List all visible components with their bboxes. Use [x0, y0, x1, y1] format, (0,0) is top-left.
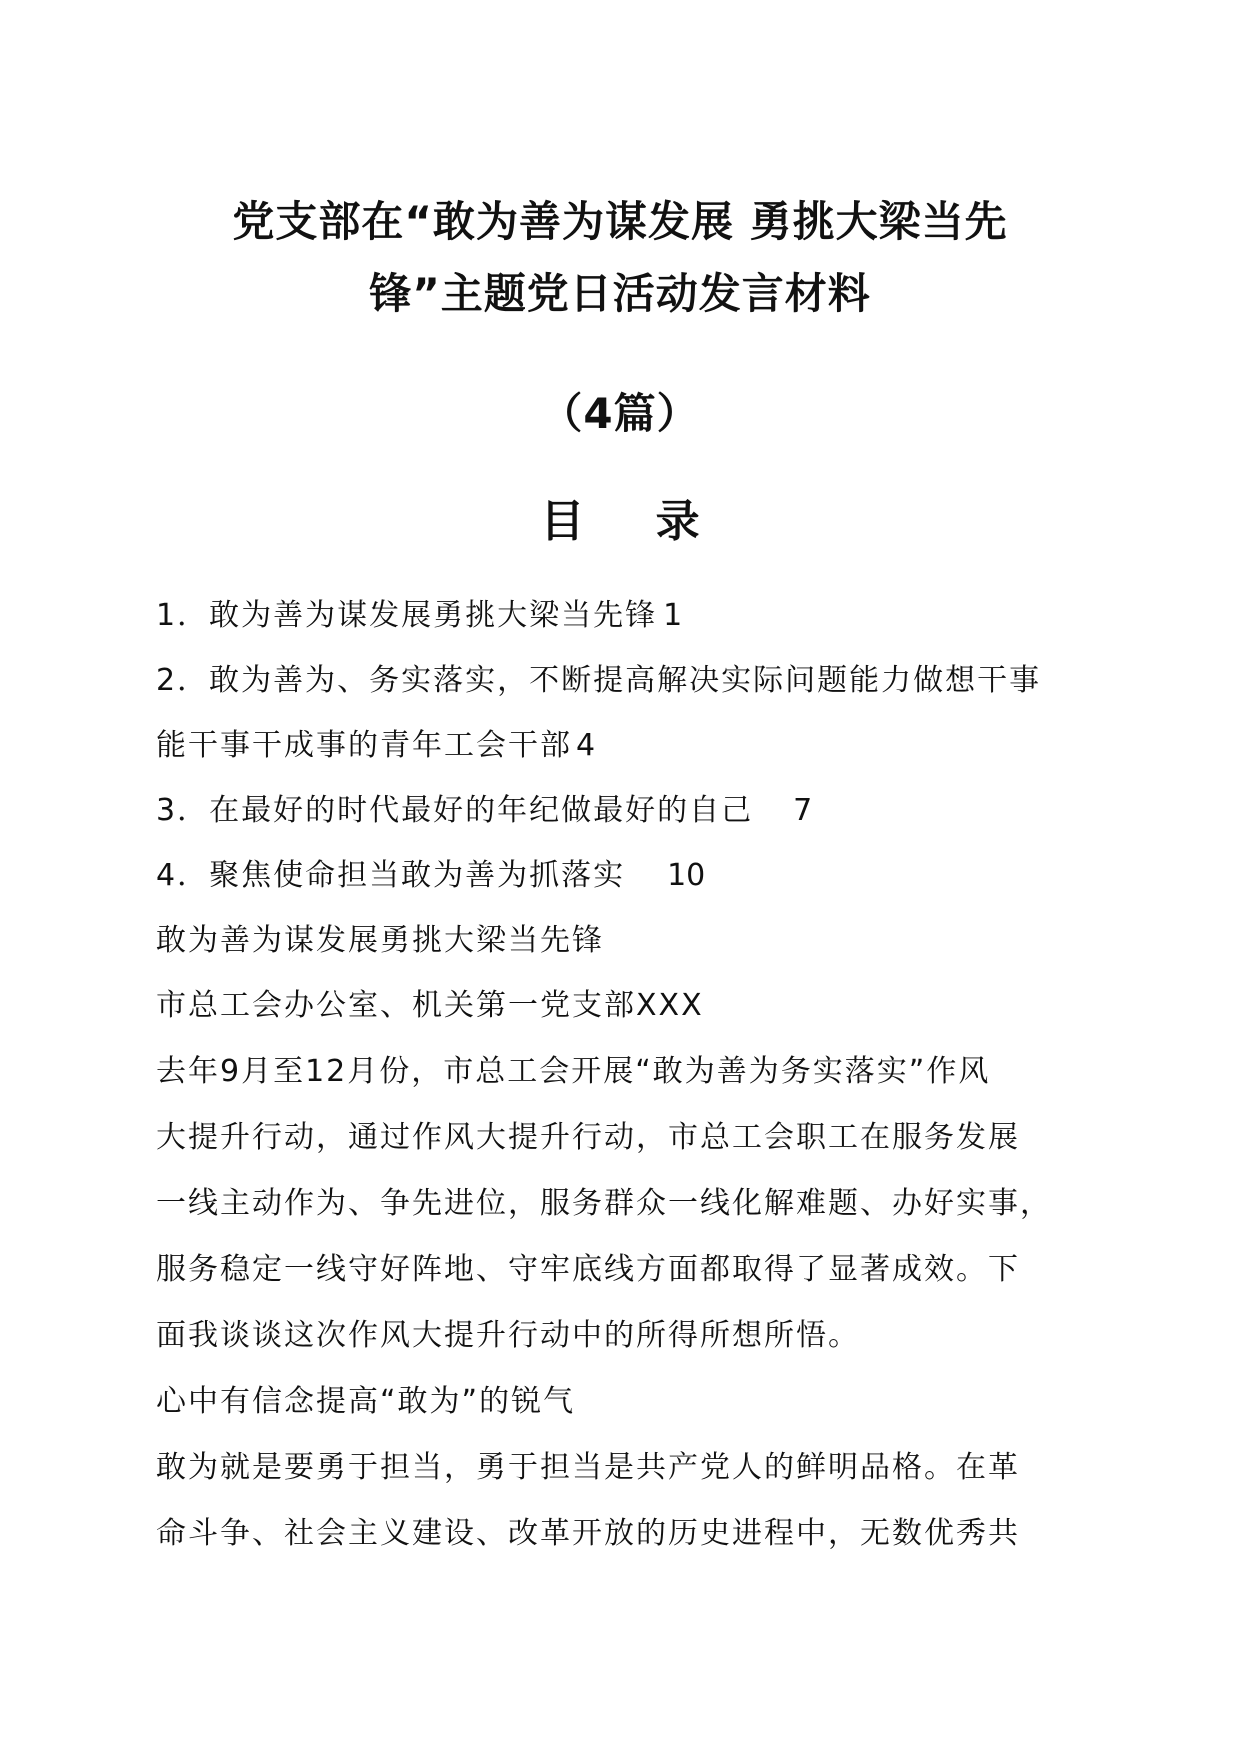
paragraph-line: 大提升行动，通过作风大提升行动，市总工会职工在服务发展 — [156, 1120, 1020, 1155]
toc-heading: 目 录 — [540, 496, 728, 547]
paragraph-line: 去年9月至12月份，市总工会开展“敢为善为务实落实”作风 — [156, 1054, 991, 1089]
toc-entry-4[interactable] — [156, 856, 1096, 896]
toc-entry-page: 7 — [793, 793, 813, 828]
toc-entry-2-continued[interactable] — [156, 726, 1096, 766]
section-heading: 心中有信念提高“敢为”的锐气 — [156, 1384, 576, 1419]
toc-entry-text: 3．在最好的时代最好的年纪做最好的自己 — [156, 793, 754, 828]
paragraph-line: 命斗争、社会主义建设、改革开放的历史进程中，无数优秀共 — [156, 1516, 1020, 1551]
toc-entry-page: 4 — [576, 728, 596, 763]
toc-entry-text: 4．聚焦使命担当敢为善为抓落实 — [156, 858, 626, 893]
paragraph-line: 面我谈谈这次作风大提升行动中的所得所想所悟。 — [156, 1318, 860, 1353]
toc-entry-3[interactable] — [156, 791, 1096, 831]
paragraph-line: 一线主动作为、争先进位，服务群众一线化解难题、办好实事， — [156, 1186, 1052, 1221]
document-article-count: （4篇） — [540, 389, 700, 438]
article-heading: 敢为善为谋发展勇挑大梁当先锋 — [156, 923, 604, 958]
document-title-line-2: 锋”主题党日活动发言材料 — [369, 269, 871, 318]
toc-entry-1[interactable] — [156, 596, 1096, 636]
toc-entry-2[interactable] — [156, 661, 1096, 701]
document-title-line-1: 党支部在“敢为善为谋发展 勇挑大梁当先 — [232, 197, 1008, 246]
toc-entry-page: 1 — [663, 598, 683, 633]
toc-entry-text: 2．敢为善为、务实落实，不断提高解决实际问题能力做想干事 — [156, 663, 1042, 698]
paragraph-line: 服务稳定一线守好阵地、守牢底线方面都取得了显著成效。下 — [156, 1252, 1020, 1287]
toc-entry-page: 10 — [667, 858, 706, 893]
paragraph-line: 敢为就是要勇于担当，勇于担当是共产党人的鲜明品格。在革 — [156, 1450, 1020, 1485]
toc-entry-text: 能干事干成事的青年工会干部 — [156, 728, 572, 763]
article-author: 市总工会办公室、机关第一党支部XXX — [156, 988, 704, 1023]
toc-entry-text: 1．敢为善为谋发展勇挑大梁当先锋 — [156, 598, 658, 633]
